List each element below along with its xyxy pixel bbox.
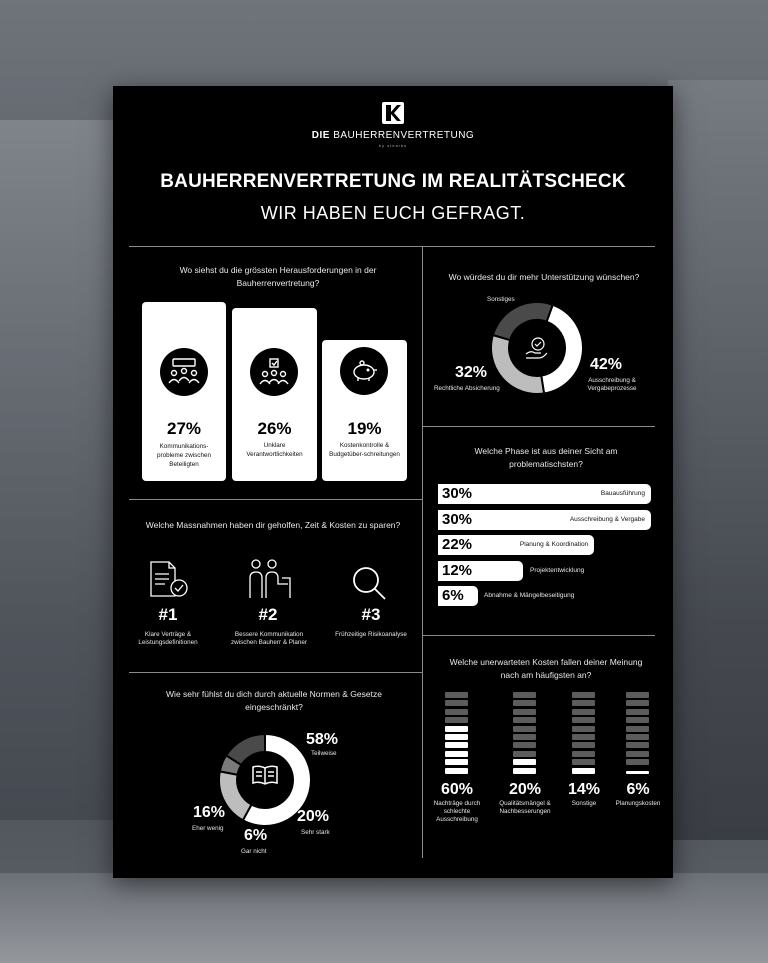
phase-bar-label: Planung & Koordination: [519, 541, 589, 548]
contract-check-icon: [148, 560, 190, 605]
support-pct-tender: 42%: [590, 356, 623, 373]
divider-vertical: [422, 246, 423, 858]
cost-segment: [445, 709, 468, 715]
cost-pct-2: 20%: [508, 781, 542, 798]
measure-label-2: Bessere Kommunikation zwischen Bauherr & Planer: [231, 631, 307, 646]
cost-segment: [445, 751, 468, 757]
norms-pct-strong: 20%: [297, 808, 330, 825]
divider-right-2: [422, 635, 655, 636]
cost-segment: [445, 726, 468, 732]
cost-label-4: Planungskosten: [615, 800, 661, 807]
norms-pct-partially: 58%: [306, 731, 339, 748]
phase-bar-1: [438, 484, 651, 504]
cost-segment: [445, 700, 468, 706]
cost-segment: [626, 717, 649, 723]
divider-right-1: [422, 426, 655, 427]
cost-segment: [572, 700, 595, 706]
norms-label-strong: Sehr stark: [301, 829, 330, 836]
divider-left-1: [129, 499, 422, 500]
cost-segment: [626, 700, 649, 706]
cost-segment: [513, 742, 536, 748]
support-label-tender: Ausschreibung & Vergabeprozesse: [587, 377, 637, 392]
cost-segment: [626, 734, 649, 740]
challenge-label-2: Unklare Verantwortlichkeiten: [246, 442, 303, 458]
infographic-poster: [113, 86, 673, 878]
cost-segment: [445, 768, 468, 774]
support-pct-legal: 32%: [455, 364, 488, 381]
challenge-label-3: Kostenkontrolle & Budgetüber-schreitungen: [329, 442, 400, 458]
norms-pct-none: 6%: [244, 827, 268, 844]
norms-label-none: Gar nicht: [241, 848, 267, 855]
challenge-pct-2: 26%: [257, 419, 292, 438]
cost-segment: [572, 751, 595, 757]
people-meeting-icon: [246, 558, 292, 605]
measure-label-1: Klare Verträge & Leistungsdefinitionen: [138, 631, 198, 646]
cost-segment: [572, 717, 595, 723]
cost-segment: [445, 734, 468, 740]
challenge-card-2: [232, 308, 317, 481]
support-label-other: Sonstiges: [487, 296, 515, 303]
phase-bar-3: [438, 535, 594, 555]
cost-segment: [626, 692, 649, 698]
cost-segment: [572, 768, 595, 774]
cost-segment: [513, 726, 536, 732]
brand-logo: [113, 102, 673, 148]
page-subtitle: WIR HABEN EUCH GEFRAGT.: [260, 203, 526, 223]
measures-question: Welche Massnahmen haben dir geholfen, Zeit & Kosten zu sparen?: [145, 520, 401, 530]
cost-pct-4: 6%: [626, 781, 650, 798]
cost-segment: [626, 771, 649, 774]
cost-segment: [445, 717, 468, 723]
cost-label-1: Nachträge durch schlechte Ausschreibung: [433, 800, 481, 823]
communication-group-icon: [160, 348, 208, 396]
measure-label-3: Frühzeitige Risikoanalyse: [335, 631, 407, 638]
cost-segment: [626, 726, 649, 732]
cost-segment: [513, 709, 536, 715]
phase-bar-label: Bauausführung: [600, 490, 645, 497]
challenge-card-1: [142, 302, 226, 481]
hand-check-icon: [523, 334, 551, 362]
cost-stack-2: [513, 692, 536, 776]
cost-segment: [513, 734, 536, 740]
divider-top: [129, 246, 655, 247]
brand-tagline: by stearbs: [378, 143, 408, 148]
cost-segment: [445, 692, 468, 698]
cost-pct-3: 14%: [567, 781, 601, 798]
phase-bar-value: 30%: [442, 510, 473, 528]
cost-segment: [626, 751, 649, 757]
cost-segment: [513, 751, 536, 757]
norms-question: Wie sehr fühlst du dich durch aktuelle Normen & Gesetze eingeschränkt?: [166, 689, 382, 712]
phase-bar-value: 6%: [442, 587, 464, 604]
phase-bar-value: 30%: [442, 485, 473, 502]
cost-segment: [445, 759, 468, 765]
divider-left-2: [129, 672, 422, 673]
measure-rank-1: #1: [158, 605, 178, 624]
cost-label-3: Sonstige: [571, 800, 597, 807]
book-icon: [251, 764, 279, 791]
logo-mark-icon: [382, 102, 404, 124]
measure-rank-2: #2: [258, 605, 278, 624]
support-label-legal: Rechtliche Absicherung: [434, 385, 500, 392]
cost-segment: [626, 709, 649, 715]
cost-segment: [513, 759, 536, 765]
phase-bar-label: Abnahme & Mängelbeseitigung: [484, 592, 575, 599]
cost-stack-3: [572, 692, 595, 776]
magnifier-icon: [349, 564, 389, 609]
cost-segment: [513, 717, 536, 723]
cost-segment: [572, 742, 595, 748]
cost-segment: [445, 742, 468, 748]
phase-bar-value: 12%: [442, 561, 473, 579]
costs-question: Welche unerwarteten Kosten fallen deiner Meinung nach am häufigsten an?: [449, 657, 643, 680]
challenge-pct-3: 19%: [347, 419, 382, 438]
phase-bar-5: [438, 586, 575, 606]
cost-segment: [513, 768, 536, 774]
cost-segment: [572, 734, 595, 740]
cost-segment: [572, 692, 595, 698]
challenge-card-3: [322, 340, 407, 481]
phase-bar-label: Projektentwicklung: [530, 566, 585, 574]
piggy-bank-icon: [340, 347, 388, 395]
norms-label-little: Eher wenig: [192, 825, 224, 832]
cost-pct-1: 60%: [440, 781, 474, 798]
page-title: BAUHERRENVERTRETUNG IM REALITÄTSCHECK: [160, 171, 626, 192]
cost-segment: [513, 700, 536, 706]
challenge-pct-1: 27%: [166, 419, 202, 438]
phase-bar-value: 22%: [442, 536, 473, 553]
cost-stack-4: [626, 692, 649, 776]
phase-question: Welche Phase ist aus deiner Sicht am problematischsten?: [474, 446, 618, 469]
phase-bar-2: [438, 510, 651, 530]
support-question: Wo würdest du dir mehr Unterstützung wünschen?: [448, 272, 640, 282]
cost-segment: [572, 759, 595, 765]
cost-stack-1: [445, 692, 468, 776]
cost-segment: [572, 709, 595, 715]
cost-segment: [572, 726, 595, 732]
brand-name: DIE BAUHERRENVERTRETUNG: [311, 130, 475, 141]
challenges-question: Wo siehst du die grössten Herausforderungen in der Bauherrenvertretung?: [179, 265, 377, 288]
cost-segment: [626, 742, 649, 748]
cost-label-2: Qualitätsmängel & Nachbesserungen: [499, 800, 551, 815]
measure-rank-3: #3: [361, 605, 381, 624]
phase-bar-label: Ausschreibung & Vergabe: [569, 515, 645, 523]
norms-label-partially: Teilweise: [311, 750, 337, 757]
cost-segment: [513, 692, 536, 698]
group-checklist-icon: [250, 348, 298, 396]
challenge-label-1: Kommunikations-probleme zwischen Beteiligten: [157, 443, 211, 468]
phase-bar-4: [438, 561, 585, 581]
norms-pct-little: 16%: [193, 804, 226, 821]
cost-segment: [626, 759, 649, 765]
